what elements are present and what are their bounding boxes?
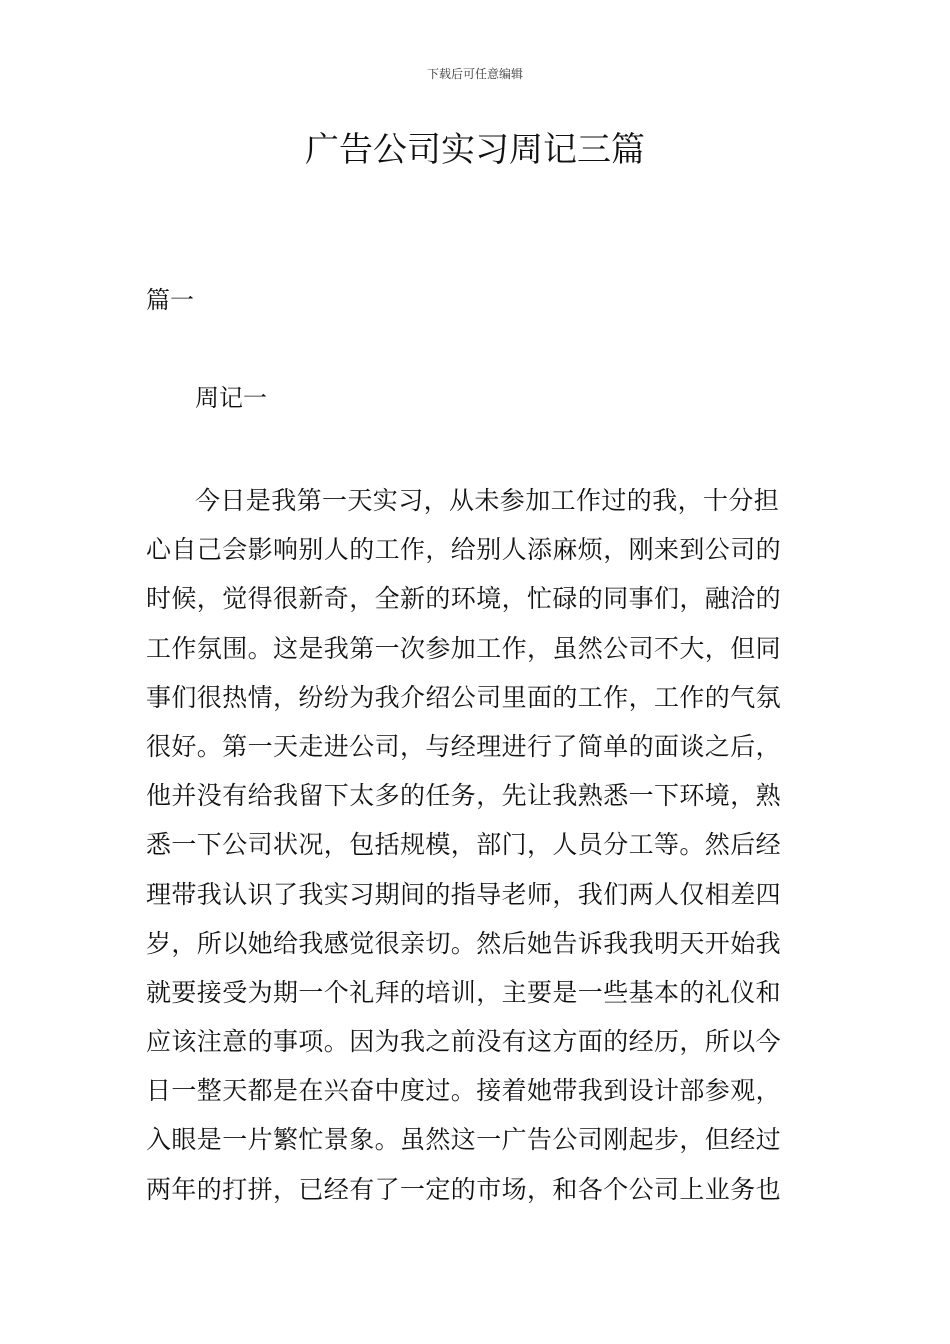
paragraph-line: 他并没有给我留下太多的任务，先让我熟悉一下环境，熟 [146,781,782,811]
body-paragraph [146,476,806,1214]
section-heading: 篇一 [146,286,194,314]
document-title: 广告公司实习周记三篇 [305,130,645,170]
paragraph-line: 今日是我第一天实习，从未参加工作过的我，十分担 [195,486,780,515]
paragraph-line: 事们很热情，纷纷为我介绍公司里面的工作，工作的气氛 [146,682,782,712]
paragraph-line: 就要接受为期一个礼拜的培训，主要是一些基本的礼仪和 [146,977,782,1007]
paragraph-line: 岁，所以她给我感觉很亲切。然后她告诉我我明天开始我 [146,928,782,958]
paragraph-line: 悉一下公司状况，包括规模，部门，人员分工等。然后经 [146,830,782,860]
paragraph-line: 应该注意的事项。因为我之前没有这方面的经历，所以今 [146,1027,782,1057]
paragraph-line: 日一整天都是在兴奋中度过。接着她带我到设计部参观， [146,1076,782,1106]
subsection-heading: 周记一 [195,384,267,412]
paragraph-line: 时候，觉得很新奇，全新的环境，忙碌的同事们，融洽的 [146,584,782,614]
paragraph-line: 理带我认识了我实习期间的指导老师，我们两人仅相差四 [146,879,782,909]
paragraph-line: 心自己会影响别人的工作，给别人添麻烦，刚来到公司的 [146,535,782,565]
paragraph-line: 两年的打拼，已经有了一定的市场，和各个公司上业务也 [146,1174,782,1204]
paragraph-line: 入眼是一片繁忙景象。虽然这一广告公司刚起步，但经过 [146,1125,782,1155]
page-header-note: 下载后可任意编辑 [426,67,523,81]
paragraph-line: 工作氛围。这是我第一次参加工作，虽然公司不大，但同 [146,633,782,663]
paragraph-line: 很好。第一天走进公司，与经理进行了简单的面谈之后， [146,731,782,761]
